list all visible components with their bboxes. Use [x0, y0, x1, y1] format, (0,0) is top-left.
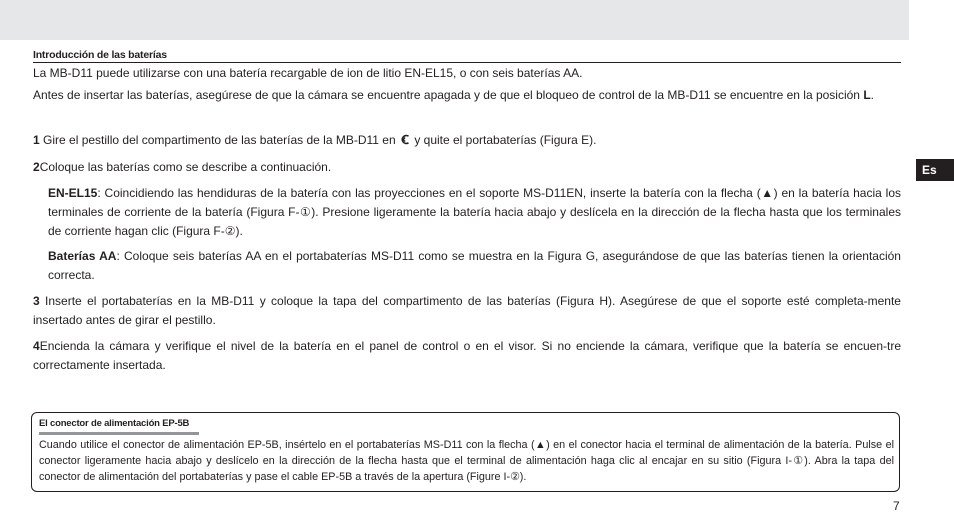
- page-number: 7: [893, 499, 900, 513]
- subitem-aa: [48, 247, 901, 285]
- subitem-text: : Coloque seis baterías AA en el portabaterías MS-D11 como se muestra en la Figura G, asegurándose de que las baterías tienen la orientación correcta.: [48, 249, 901, 282]
- note-title-underline: [39, 432, 199, 435]
- intro-paragraph-2-text: Antes de insertar las baterías, asegúrese de que la cámara se encuentre apagada y de que el bloqueo de control de la MB-D11 se encuentre en la posición: [33, 88, 864, 102]
- step-1: [33, 131, 901, 150]
- subitem-label: EN-EL15: [48, 186, 98, 200]
- step-number: 4: [33, 339, 40, 353]
- section-title: Introducción de las baterías: [33, 49, 901, 63]
- intro-paragraph-1: La MB-D11 puede utilizarse con una batería recargable de ion de litio EN-EL15, o con seis baterías AA.: [33, 66, 583, 80]
- step-number: 3: [33, 294, 40, 308]
- subitem-en-el15: [48, 184, 901, 241]
- header-band: [0, 0, 909, 40]
- step-text: Inserte el portabaterías en la MB-D11 y coloque la tapa del compartimento de las baterías (Figura H). Asegúrese de que el soporte esté completa-mente insertado antes de girar el pestillo.: [33, 294, 901, 327]
- step-text-end: y quite el portabaterías (Figura E).: [410, 133, 597, 147]
- note-text: Cuando utilice el conector de alimentación EP-5B, insértelo en el portabaterías MS-D11 con la flecha (▲) en el conector hacia el terminal de alimentación de la batería. Pulse el conector ligeramente hacia abajo y deslícelo en la dirección de la flecha hasta que el terminal de alimentación haga clic al encajar en su sitio (Figura I-①). Abra la tapa del conector de alimentación del portabaterías y pase el cable EP-5B a través de la apertura (Figure I-②).: [39, 439, 894, 483]
- subitem-text: : Coincidiendo las hendiduras de la batería con las proyecciones en el soporte MS-D11EN, inserte la batería con la flecha (▲) en la batería hacia los terminales de corriente de la batería (Figura F-①). Presione ligeramente la batería hacia abajo y deslícela en la dirección de la flecha hasta que los terminales de corriente hagan clic (Figura F-②).: [48, 186, 901, 238]
- step-text: Encienda la cámara y verifique el nivel de la batería en el panel de control o en el visor. Si no enciende la cámara, verifique que la batería se encuen-tre correctamente insertada.: [33, 339, 901, 372]
- step-text: Gire el pestillo del compartimento de las baterías de la MB-D11 en: [43, 133, 399, 147]
- step-number: 2: [33, 160, 40, 174]
- intro-paragraph-2-end: .: [870, 88, 874, 102]
- note-box: [31, 412, 900, 492]
- step-4: [33, 337, 901, 375]
- note-title: El conector de alimentación EP-5B: [39, 418, 190, 429]
- lock-position-label: L: [863, 88, 871, 102]
- rotate-latch-icon: [399, 131, 411, 150]
- step-3: [33, 292, 901, 330]
- subitem-label: Baterías AA: [48, 249, 117, 263]
- step-number: 1: [33, 133, 40, 147]
- language-tab: Es: [916, 159, 954, 181]
- intro-paragraph-2: [33, 86, 901, 105]
- step-2: [33, 158, 901, 177]
- step-text: Coloque las baterías como se describe a continuación.: [39, 160, 332, 174]
